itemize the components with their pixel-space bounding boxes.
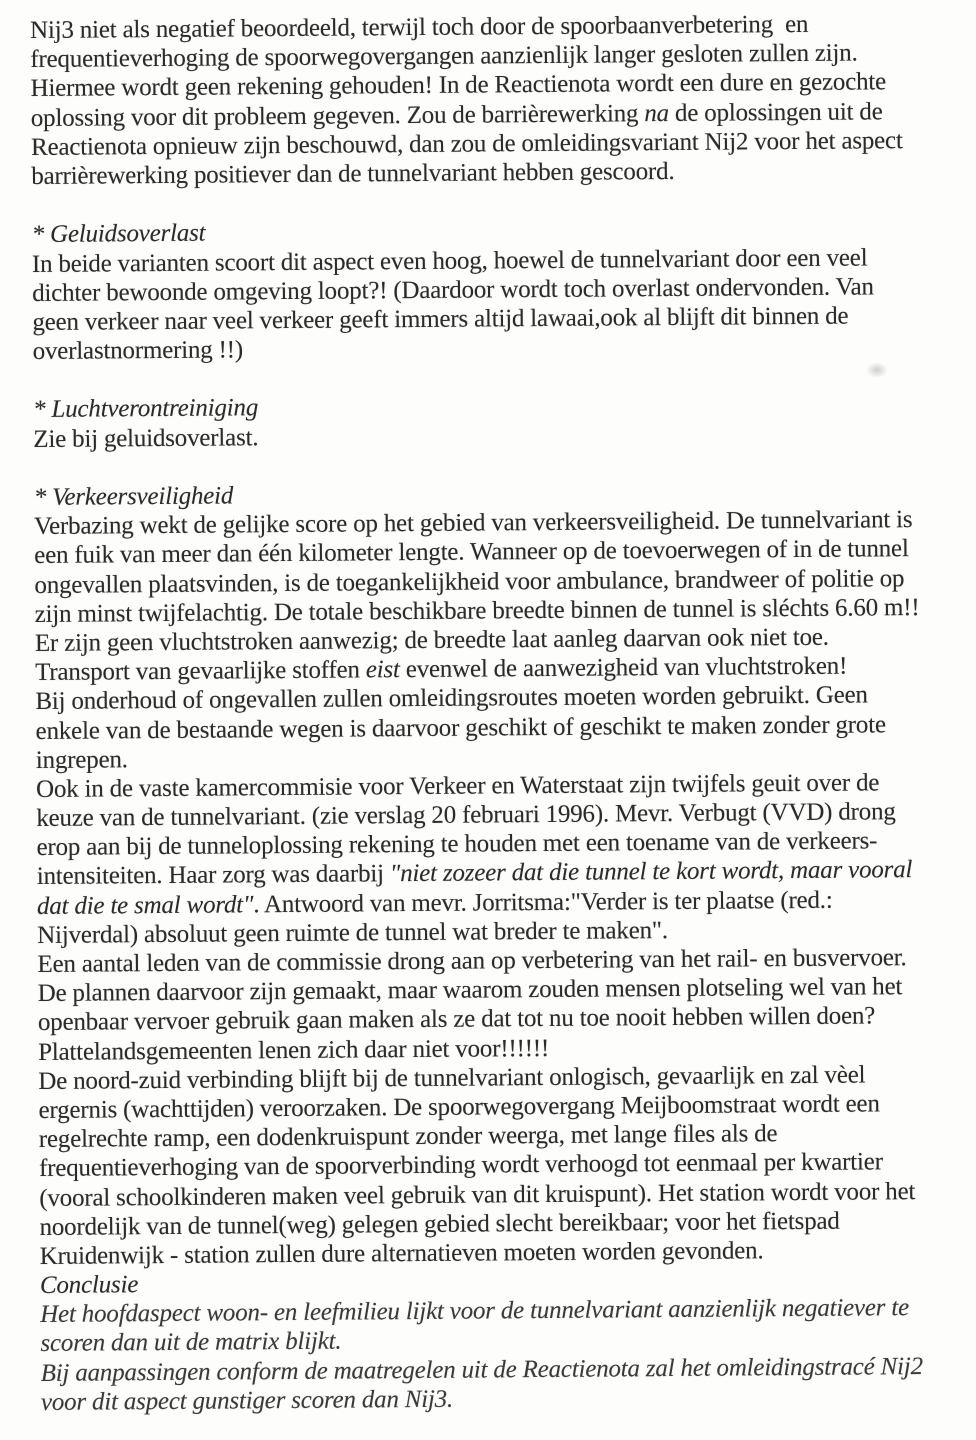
emphasized-text: scoren dan uit de matrix blijkt.	[40, 1328, 342, 1358]
body-text: (vooral schoolkinderen maken veel gebruik van dit kruispunt). Het station wordt voor het	[39, 1177, 916, 1212]
body-text: . Antwoord van mevr. Jorritsma:"Verder is ter plaatse (red.:	[253, 886, 833, 918]
body-text: overlastnormering !!)	[32, 336, 244, 366]
body-text: Er zijn geen vluchtstroken aanwezig; de breedte laat aanleg daarvan ook niet toe.	[34, 623, 829, 657]
emphasized-text: dat die te smal wordt"	[36, 890, 254, 920]
body-text: openbaar vervoer gebruik gaan maken als ze dat tot nu toe nooit hebben willen doen?	[37, 1002, 876, 1037]
body-text: een fuik van meer dan één kilometer lengte. Wanneer op de toevoerwegen of in de tunnel	[34, 535, 909, 570]
body-text: Hiermee wordt geen rekening gehouden! In de Reactienota wordt een dure en gezochte	[30, 68, 887, 103]
emphasized-text: * Verkeersveiligheid	[33, 482, 234, 511]
body-text: intensiteiten. Haar zorg was daarbij	[36, 860, 390, 891]
emphasized-text: voor dit aspect gunstiger scoren dan Nij3.	[40, 1385, 454, 1416]
body-text: Nij3 niet als negatief beoordeeld, terwijl toch door de spoorbaanverbetering en	[30, 10, 809, 44]
body-text: In beide varianten scoort dit aspect even hoog, hoewel de tunnelvariant door een veel	[31, 243, 868, 278]
body-text: Plattelandsgemeenten lenen zich daar niet voor!!!!!!	[38, 1034, 550, 1066]
body-text: keuze van de tunnelvariant. (zie verslag 20 februari 1996). Mevr. Verbugt (VVD) drong	[36, 798, 896, 833]
body-text: De noord-zuid verbinding blijft bij de tunnelvariant onlogisch, gevaarlijk en zal vèel	[38, 1061, 866, 1095]
emphasized-text: Conclusie	[39, 1271, 139, 1300]
body-text: frequentieverhoging de spoorwegovergangen aanzienlijk langer gesloten zullen zijn.	[30, 39, 858, 74]
document-text	[30, 9, 976, 1417]
body-text: de oplossingen uit de	[668, 97, 883, 127]
body-text: ingrepen.	[35, 745, 128, 774]
body-text: noordelijk van de tunnel(weg) gelegen gebied slecht bereikbaar; voor het fietspad	[39, 1207, 840, 1241]
emphasized-text: * Luchtverontreiniging	[32, 394, 259, 424]
body-text: Kruidenwijk - station zullen dure alternatieven moeten worden gevonden.	[39, 1237, 764, 1270]
body-text: ergernis (wachttijden) veroorzaken. De spoorwegovergang Meijboomstraat wordt een	[38, 1090, 880, 1124]
emphasized-text: eist	[365, 656, 400, 684]
body-text: Zie bij geluidsoverlast.	[33, 423, 259, 453]
emphasized-text: * Geluidsoverlast	[31, 219, 206, 249]
emphasized-text: Het hoofdaspect woon- en leefmilieu lijkt voor de tunnelvariant aanzienlijk negatiever te	[40, 1294, 910, 1329]
body-text: barrièrewerking positiever dan de tunnelvariant hebben gescoord.	[31, 157, 675, 190]
body-text: regelrechte ramp, een dodenkruispunt zonder weerga, met lange files als de	[38, 1120, 778, 1154]
body-text: Verbazing wekt de gelijke score op het gebied van verkeersveiligheid. De tunnelvariant is	[33, 506, 913, 541]
body-text: zijn minst twijfelachtig. De totale beschikbare breedte binnen de tunnel is sléchts 6.60 m!!	[34, 593, 920, 628]
body-text: erop aan bij de tunneloplossing rekening te houden met een toename van de verkeers-	[36, 827, 878, 862]
body-text: frequentieverhoging van de spoorverbinding wordt verhoogd tot eenmaal per kwartier	[38, 1148, 883, 1183]
body-text: oplossing voor dit probleem gegeven. Zou de barrièrewerking	[30, 99, 645, 132]
body-text: Een aantal leden van de commissie drong aan op verbetering van het rail- en busvervoer.	[37, 944, 907, 978]
body-text: Bij onderhoud of ongevallen zullen omleidingsroutes moeten worden gebruikt. Geen	[35, 681, 868, 716]
body-text: Nijverdal) absoluut geen ruimte de tunnel wat breder te maken".	[37, 916, 669, 949]
body-text: ongevallen plaatsvinden, is de toegankelijkheid voor ambulance, brandweer of politie op	[34, 564, 905, 599]
body-text: Transport van gevaarlijke stoffen	[35, 656, 366, 687]
emphasized-text: na	[644, 99, 670, 127]
body-text: evenwel de aanwezigheid van vluchtstroken!	[399, 652, 848, 684]
body-text: Ook in de vaste kamercommisie voor Verkeer en Waterstaat zijn twijfels geuit over de	[35, 769, 880, 803]
body-text: enkele van de bestaande wegen is daarvoor geschikt of geschikt te maken zonder grote	[35, 710, 886, 745]
body-text: dichter bewoonde omgeving loopt?! (Daardoor wordt toch overlast ondervonden. Van	[32, 273, 874, 307]
body-text: De plannen daarvoor zijn gemaakt, maar waarom zouden mensen plotseling wel van het	[37, 973, 903, 1008]
scan-smudge	[866, 362, 888, 378]
emphasized-text: "niet zozeer dat die tunnel te kort wordt, maar vooral	[389, 856, 913, 888]
body-text: geen verkeer naar veel verkeer geeft immers altijd lawaai,ook al blijft dit binnen de	[32, 302, 849, 336]
body-text: Reactienota opnieuw zijn beschouwd, dan zou de omleidingsvariant Nij2 voor het aspect	[30, 126, 903, 161]
emphasized-text: Bij aanpassingen conform de maatregelen uit de Reactienota zal het omleidingstracé Nij2	[40, 1352, 923, 1387]
